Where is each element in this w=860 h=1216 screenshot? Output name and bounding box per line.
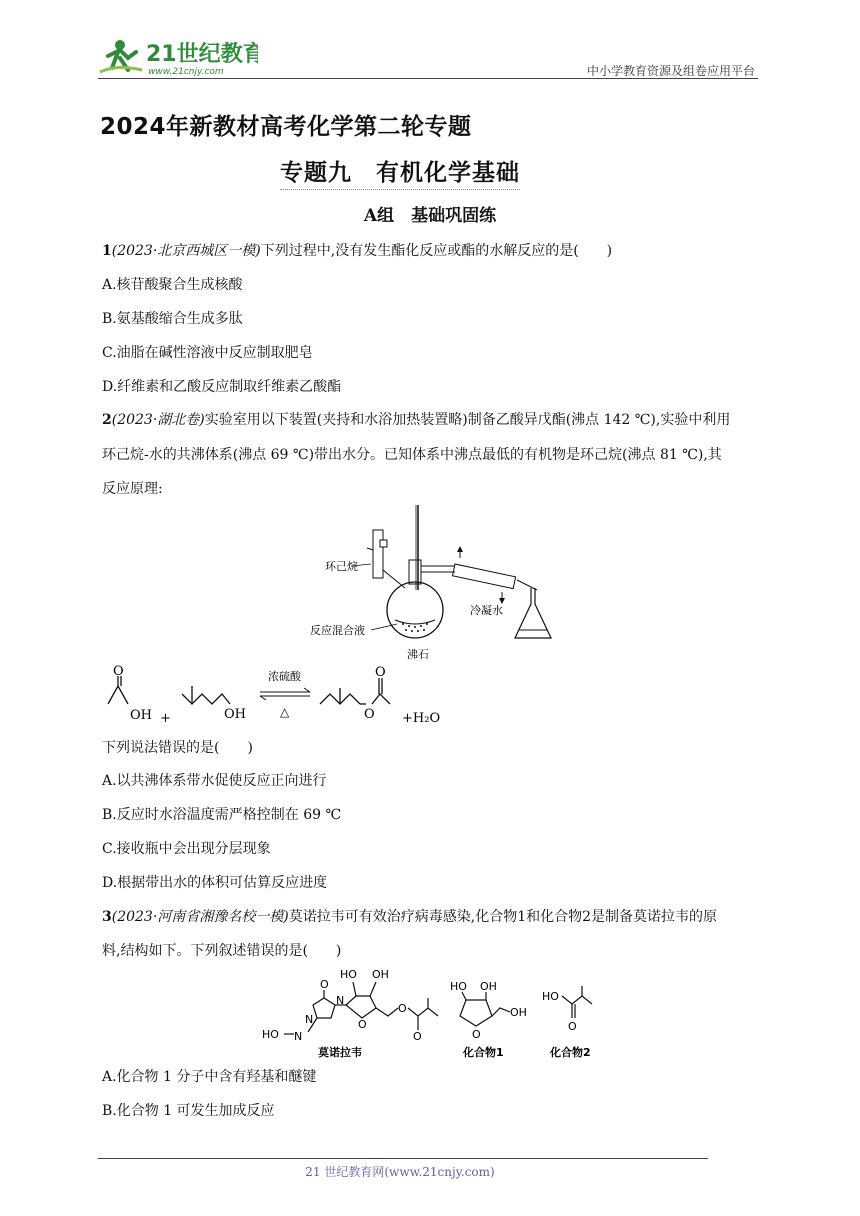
- label-molnupiravir: 莫诺拉韦: [318, 1046, 362, 1059]
- svg-text:OH: OH: [510, 1006, 527, 1019]
- site-logo: [98, 36, 258, 78]
- svg-text:O: O: [413, 1030, 422, 1043]
- label-cooling-water: 冷凝水: [470, 604, 503, 617]
- svg-text:N: N: [336, 994, 345, 1007]
- svg-text:HO: HO: [450, 980, 467, 993]
- q2-option-b: B.反应时水浴温度需严格控制在 69 ℃: [102, 807, 342, 823]
- q1-option-a: A.核苷酸聚合生成核酸: [102, 277, 243, 293]
- svg-text:+H₂O: +H₂O: [402, 711, 441, 726]
- q2-stem-line1: 2(2023·湖北卷)实验室用以下装置(夹持和水浴加热装置略)制备乙酸异戊酯(沸点 142 ℃),实验中利用: [102, 412, 731, 428]
- q1-option-d: D.纤维素和乙酸反应制取纤维素乙酸酯: [102, 379, 342, 395]
- apparatus-diagram: [305, 500, 565, 665]
- svg-text:OH: OH: [480, 980, 497, 993]
- platform-name: 中小学教育资源及组卷应用平台: [586, 64, 755, 78]
- q2-stem-line3: 反应原理:: [102, 481, 163, 497]
- structures-figure: [258, 960, 618, 1060]
- q1-option-b: B.氨基酸缩合生成多肽: [102, 311, 243, 327]
- q2-option-c: C.接收瓶中会出现分层现象: [102, 841, 271, 857]
- svg-text:OH: OH: [224, 707, 246, 722]
- q2-stem-line2: 环己烷-水的共沸体系(沸点 69 ℃)带出水分。已知体系中沸点最低的有机物是环己烷(沸点 81 ℃),其: [102, 447, 722, 463]
- topic-title: 专题九 有机化学基础: [280, 154, 520, 190]
- logo-url: www.21cnjy.com: [148, 67, 224, 77]
- page-title: 2024年新教材高考化学第二轮专题: [100, 114, 472, 140]
- reaction-equation: [100, 664, 460, 728]
- label-cyclohexane: 环己烷: [325, 560, 358, 573]
- logo-text: 21世纪教育: [146, 42, 258, 67]
- q1-option-c: C.油脂在碱性溶液中反应制取肥皂: [102, 345, 313, 361]
- svg-text:HO: HO: [262, 1028, 279, 1041]
- label-mixture: 反应混合液: [310, 624, 365, 637]
- q3-stem-line2: 料,结构如下。下列叙述错误的是( ): [102, 943, 342, 959]
- svg-text:O: O: [398, 1002, 407, 1015]
- svg-text:O: O: [568, 1020, 577, 1033]
- svg-text:+: +: [160, 711, 171, 726]
- q1-number: 1: [102, 243, 112, 259]
- q2-source: (2023·湖北卷): [111, 412, 205, 428]
- svg-text:N: N: [305, 1013, 314, 1026]
- svg-text:浓硫酸: 浓硫酸: [268, 670, 301, 683]
- svg-text:OH: OH: [372, 968, 389, 981]
- svg-text:O: O: [364, 707, 375, 722]
- footer-link[interactable]: 21 世纪教育网(www.21cnjy.com): [305, 1165, 495, 1179]
- label-boiling-stone: 沸石: [407, 648, 429, 661]
- svg-text:HO: HO: [340, 968, 357, 981]
- svg-text:N: N: [294, 1030, 303, 1043]
- label-compound-2: 化合物2: [550, 1046, 591, 1059]
- svg-text:HO: HO: [542, 990, 559, 1003]
- footer-divider: [98, 1158, 708, 1159]
- q1-text: 下列过程中,没有发生酯化反应或酯的水解反应的是( ): [260, 243, 613, 259]
- svg-text:△: △: [280, 705, 290, 719]
- q1-source: (2023·北京西城区一模): [111, 243, 261, 259]
- q2-option-a: A.以共沸体系带水促使反应正向进行: [102, 773, 327, 789]
- q2-number: 2: [102, 412, 112, 428]
- q2-option-d: D.根据带出水的体积可估算反应进度: [102, 875, 328, 891]
- q3-option-b: B.化合物 1 可发生加成反应: [102, 1103, 275, 1119]
- svg-text:O: O: [320, 978, 329, 991]
- svg-text:O: O: [358, 1018, 367, 1031]
- header-divider: [98, 78, 758, 79]
- svg-text:OH: OH: [130, 708, 152, 723]
- q3-source: (2023·河南省湘豫名校一模): [111, 909, 289, 925]
- q2-prompt: 下列说法错误的是( ): [102, 740, 253, 756]
- svg-text:O: O: [472, 1028, 481, 1041]
- svg-text:O: O: [375, 665, 386, 680]
- section-title: A组 基础巩固练: [363, 206, 497, 226]
- q1-stem: [102, 241, 612, 261]
- svg-text:O: O: [113, 664, 124, 679]
- q3-stem-line1: 3(2023·河南省湘豫名校一模)莫诺拉韦可有效治疗病毒感染,化合物1和化合物2是制备莫诺拉韦的原: [102, 909, 718, 925]
- q3-number: 3: [102, 909, 112, 925]
- q3-option-a: A.化合物 1 分子中含有羟基和醚键: [102, 1069, 317, 1085]
- label-compound-1: 化合物1: [463, 1046, 504, 1059]
